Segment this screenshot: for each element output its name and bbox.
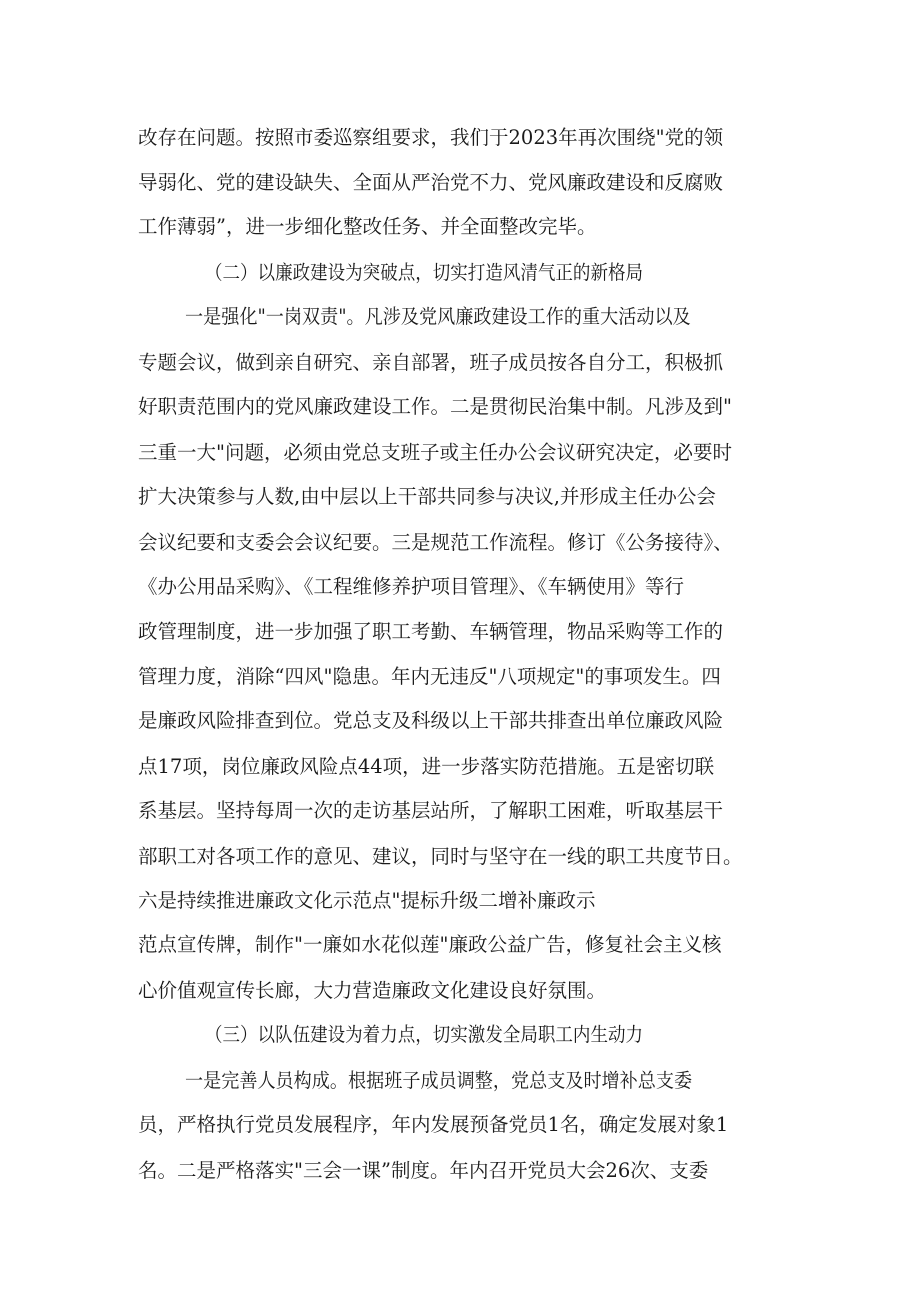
text-line: 政管理制度，进一步加强了职工考勤、车辆管理，物品采购等工作的 xyxy=(138,620,724,643)
text-line: 好职责范围内的党风廉政建设工作。二是贯彻民治集中制。凡涉及到" xyxy=(138,395,732,418)
text-line: 心价值观宣传长廊，大力营造廉政文化建设良好氛围。 xyxy=(138,979,607,1002)
text-line: 会议纪要和支委会会议纪要。三是规范工作流程。修订《公务接待》、 xyxy=(138,531,733,554)
text-line: 范点宣传牌，制作"一廉如水花似莲"廉政公益广告，修复社会主义核 xyxy=(138,933,722,956)
text-line: 点17项，岗位廉政风险点44项，进一步落实防范措施。五是密切联 xyxy=(138,755,715,778)
text-line: 一是强化"一岗双责"。凡涉及党风廉政建设工作的重大活动以及 xyxy=(185,305,691,328)
text-line: 三重一大"问题，必须由党总支班子或主任办公会议研究决定，必要时 xyxy=(138,441,732,464)
text-line: 管理力度，消除“四风"隐患。年内无违反"八项规定"的事项发生。四 xyxy=(138,665,721,688)
text-line: 是廉政风险排查到位。党总支及科级以上干部共排查出单位廉政风险 xyxy=(138,709,724,732)
text-line: 系基层。坚持每周一次的走访基层站所，了解职工困难，听取基层干 xyxy=(138,799,724,822)
text-line: 专题会议，做到亲自研究、亲自部署，班子成员按各自分工，积极抓 xyxy=(138,351,724,374)
text-line: 部职工对各项工作的意见、建议，同时与坚守在一线的职工共度节日。 xyxy=(138,845,743,868)
text-line: 扩大决策参与人数,由中层以上干部共同参与决议,并形成主任办公会 xyxy=(138,485,716,508)
text-line: 员，严格执行党员发展程序，年内发展预备党员1名，确定发展对象1 xyxy=(138,1113,729,1136)
text-line: 名。二是严格落实"三会一课”制度。年内召开党员大会26次、支委 xyxy=(138,1159,709,1182)
text-line: 一是完善人员构成。根据班子成员调整，党总支及时增补总支委 xyxy=(185,1069,693,1092)
text-line: 《办公用品采购》、《工程维修养护项目管理》、《车辆使用》等行 xyxy=(138,575,685,598)
text-line: 工作薄弱”，进一步细化整改任务、并全面整改完毕。 xyxy=(138,215,597,238)
text-line: 改存在问题。按照市委巡察组要求，我们于2023年再次围绕"党的领 xyxy=(138,126,724,149)
text-line: 导弱化、党的建设缺失、全面从严治党不力、党风廉政建设和反腐败 xyxy=(138,171,724,194)
section-heading: （三）以队伍建设为着力点，切实激发全局职工内生动力 xyxy=(205,1023,644,1046)
section-heading: （二）以廉政建设为突破点，切实打造风清气正的新格局 xyxy=(205,261,644,284)
text-line: 六是持续推进廉政文化示范点"提标升级二增补廉政示 xyxy=(138,889,596,912)
